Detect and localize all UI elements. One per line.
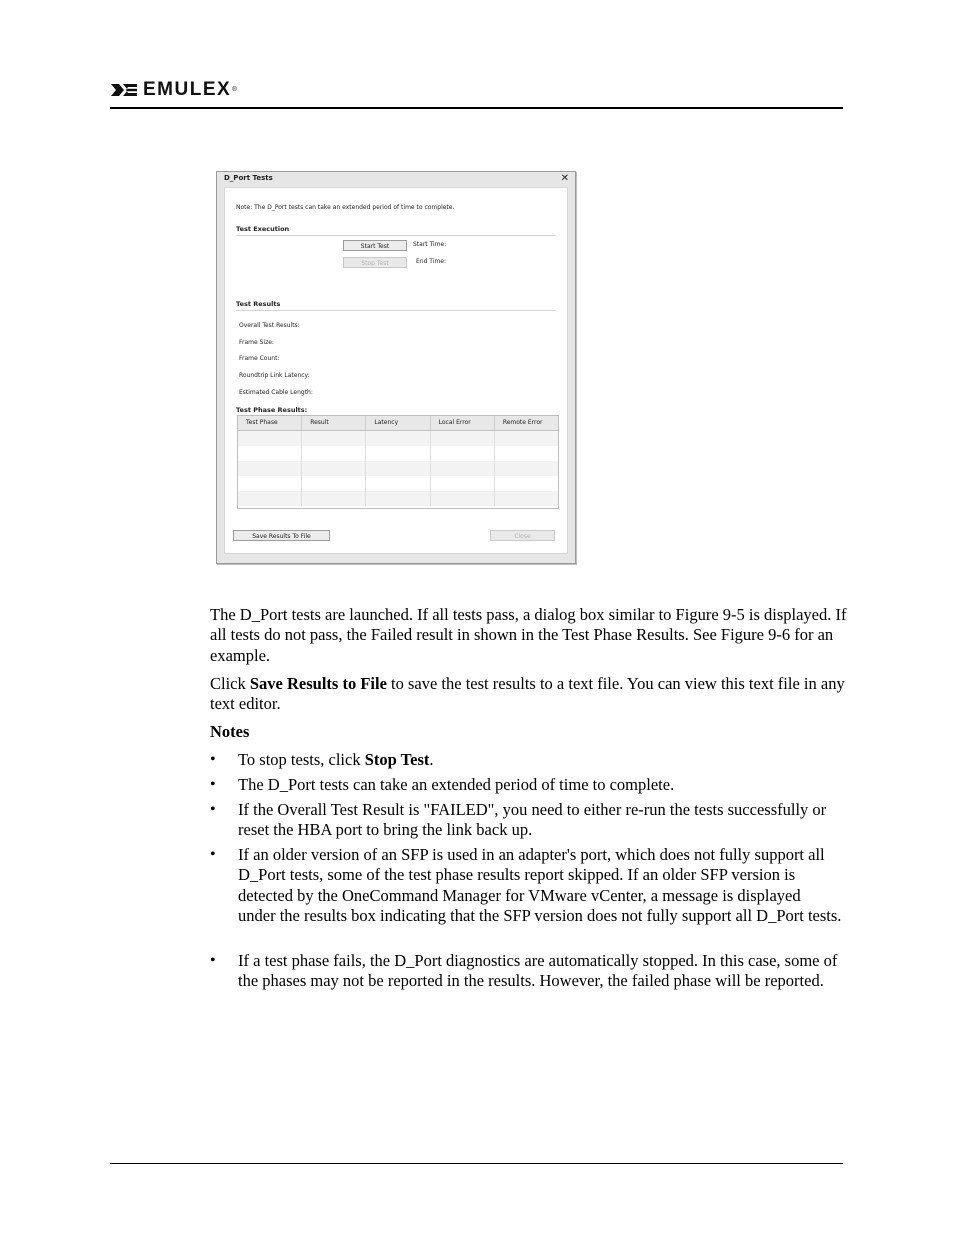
column-header-result[interactable]: Result bbox=[302, 416, 366, 430]
bullet-icon: • bbox=[210, 776, 216, 793]
note-text: To stop tests, click Stop Test. bbox=[238, 750, 434, 769]
note-text: If the Overall Test Result is "FAILED", you need to either re-run the tests successfully or reset the HBA port to bring the link back up. bbox=[238, 800, 827, 840]
column-header-local-error[interactable]: Local Error bbox=[431, 416, 495, 430]
table-row bbox=[238, 461, 558, 476]
note-text: The D_Port tests can take an extended period of time to complete. bbox=[238, 775, 675, 794]
bullet-icon: • bbox=[210, 751, 216, 768]
stop-test-button[interactable]: Stop Test bbox=[343, 257, 407, 268]
bullet-icon: • bbox=[210, 952, 216, 969]
bullet-icon: • bbox=[210, 846, 216, 863]
frame-size-label: Frame Size: bbox=[239, 339, 274, 346]
start-test-button[interactable]: Start Test bbox=[343, 240, 407, 251]
test-execution-heading: Test Execution bbox=[236, 225, 290, 233]
bullet-icon: • bbox=[210, 801, 216, 818]
save-results-to-file-button[interactable]: Save Results To File bbox=[233, 530, 330, 541]
d-port-tests-dialog bbox=[216, 171, 576, 564]
test-execution-separator bbox=[236, 235, 556, 236]
table-header bbox=[238, 416, 558, 431]
close-button[interactable]: Close bbox=[490, 530, 555, 541]
paragraph-save-results bbox=[210, 674, 850, 715]
table-row bbox=[238, 491, 558, 506]
paragraph-launch-description: The D_Port tests are launched. If all tests pass, a dialog box similar to Figure 9-5 is displayed. If all tests do not pass, the Failed result in shown in the Test Phase Results. See Figure 9-6 for an example. bbox=[210, 605, 847, 665]
table-row bbox=[238, 431, 558, 446]
dialog-note: Note: The D_Port tests can take an extended period of time to complete. bbox=[236, 204, 455, 211]
dialog-title: D_Port Tests bbox=[224, 174, 273, 182]
table-row bbox=[238, 476, 558, 491]
emulex-wordmark: EMULEX bbox=[143, 79, 232, 100]
emulex-logo-icon bbox=[110, 82, 138, 98]
overall-test-results-label: Overall Test Results: bbox=[239, 322, 300, 329]
dialog-content bbox=[224, 187, 568, 554]
close-icon[interactable]: ✕ bbox=[560, 173, 569, 184]
save-results-bold: Save Results to File bbox=[249, 674, 387, 693]
column-header-latency[interactable]: Latency bbox=[366, 416, 430, 430]
test-results-separator bbox=[236, 310, 556, 311]
header-rule bbox=[110, 107, 843, 109]
column-header-test-phase[interactable]: Test Phase bbox=[238, 416, 302, 430]
note-text: If a test phase fails, the D_Port diagnostics are automatically stopped. In this case, some of the phases may not be reported in the results. However, the failed phase will be reported. bbox=[238, 951, 838, 991]
footer-rule bbox=[110, 1163, 843, 1164]
column-header-remote-error[interactable]: Remote Error bbox=[502, 419, 543, 426]
test-phase-results-table bbox=[237, 415, 559, 509]
test-results-heading: Test Results bbox=[236, 300, 281, 308]
emulex-logo bbox=[110, 80, 237, 100]
test-phase-results-heading: Test Phase Results: bbox=[236, 406, 308, 414]
notes-heading: Notes bbox=[210, 722, 250, 741]
save-results-text-pre: Click bbox=[210, 674, 250, 693]
trademark-symbol: ® bbox=[232, 87, 237, 93]
frame-count-label: Frame Count: bbox=[239, 355, 280, 362]
save-results-text-post: to save the test results to a text file. You can view this text file in any text editor. bbox=[210, 674, 845, 714]
end-time-label: End Time: bbox=[416, 258, 447, 265]
note-text: If an older version of an SFP is used in an adapter's port, which does not fully support all D_Port tests, some of the test phase results report skipped. If an older SFP version is detected by the OneCommand Manager for VMware vCenter, a message is displayed under the results box indicating that the SFP version does not fully support all D_Port tests. bbox=[238, 845, 842, 925]
start-time-label: Start Time: bbox=[413, 241, 447, 248]
roundtrip-link-latency-label: Roundtrip Link Latency: bbox=[239, 372, 310, 379]
dialog-titlebar bbox=[217, 172, 575, 185]
estimated-cable-length-label: Estimated Cable Length: bbox=[239, 389, 313, 396]
table-row bbox=[238, 446, 558, 461]
